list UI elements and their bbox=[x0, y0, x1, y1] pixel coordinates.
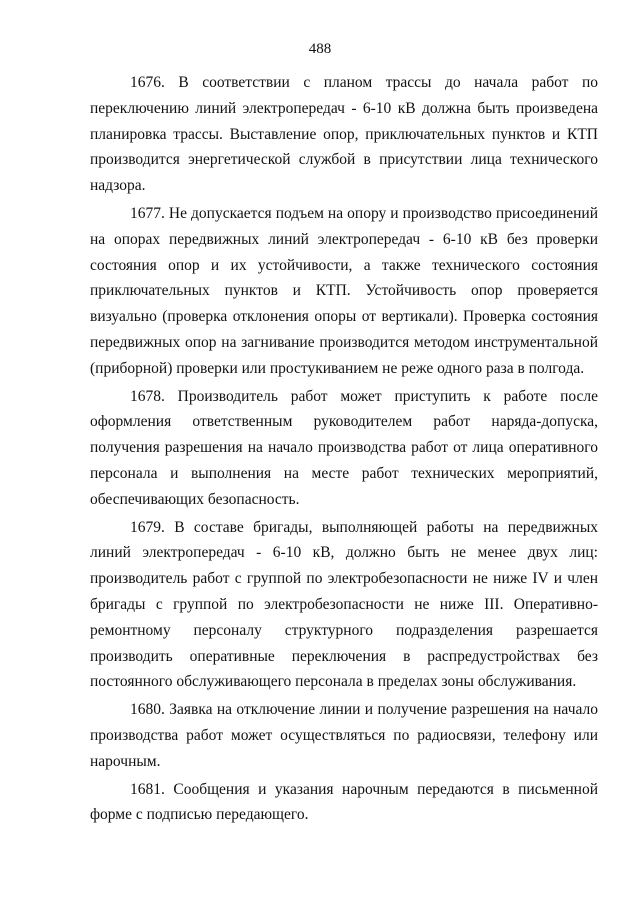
paragraph-1681: 1681. Сообщения и указания нарочным передаются в письменной форме с подписью передающего. bbox=[90, 780, 598, 824]
document-body bbox=[90, 70, 598, 830]
page-number: 488 bbox=[308, 41, 332, 57]
paragraph-1677: 1677. Не допускается подъем на опору и производство присоединений на опорах передвижных линий электропередач - 6-10 кВ без проверки состояния опор и их устойчивости, а также технического состояния приключательных пунктов и КТП. Устойчивость опор проверяется визуально (проверка отклонения опоры от вертикали). Проверка состояния передвижных опор на загнивание производится методом инструментальной (приборной) проверки или простукиванием не реже одного раза в полгода. bbox=[90, 204, 598, 377]
paragraph-1678: 1678. Производитель работ может приступить к работе после оформления ответственным руководителем работ наряда-допуска, получения разрешения на начало производства работ от лица оперативного персонала и выполнения на месте работ технических мероприятий, обеспечивающих безопасность. bbox=[90, 387, 598, 508]
paragraph-1676: 1676. В соответствии с планом трассы до начала работ по переключению линий электропередач - 6-10 кВ должна быть произведена планировка трассы. Выставление опор, приключательных пунктов и КТП производится энергетической службой в присутствии лица технического надзора. bbox=[90, 74, 598, 195]
paragraph-1680: 1680. Заявка на отключение линии и получение разрешения на начало производства работ может осуществляться по радиосвязи, телефону или нарочным. bbox=[90, 701, 598, 770]
paragraph-1679: 1679. В составе бригады, выполняющей работы на передвижных линий электропередач - 6-10 кВ, должно быть не менее двух лиц: производитель работ с группой по электробезопасности не ниже IV и член бригады с группой по электробезопасности не ниже III. Оперативно-ремонтному персоналу структурного подразделения разрешается производить оперативные переключения в распредустройствах без постоянного обслуживающего персонала в пределах зоны обслуживания. bbox=[90, 518, 598, 691]
